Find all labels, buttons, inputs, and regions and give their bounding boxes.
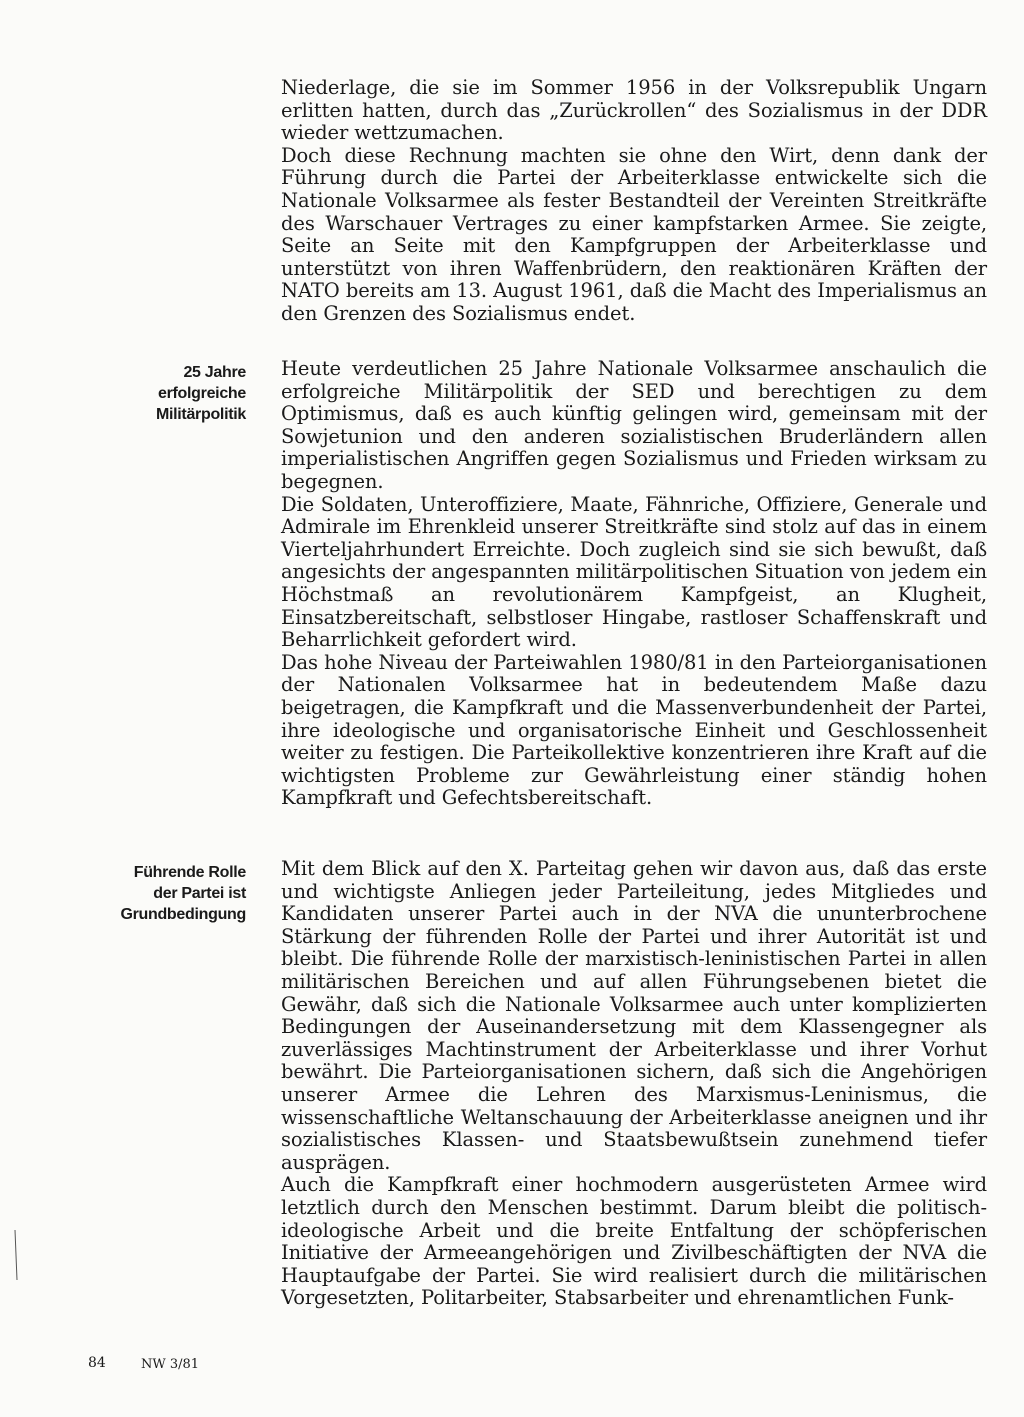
paragraph: Mit dem Blick auf den X. Parteitag gehen wir davon aus, daß das erste und wichtigste Anliegen jeder Parteileitung, jedes Mitgliedes und Kandidaten unserer Partei auch in der NVA die ununterbrochene Stärkung der führenden Rolle der Partei und ihrer Autorität ist und bleibt. Die führende Rolle der marxistisch-leninistischen Partei in allen militärischen Bereichen und auf allen Führungsebenen bietet die Gewähr, daß sich die Nationale Volksarmee auch unter komplizierten Bedingungen der Auseinandersetzung mit dem Klassengegner als zuverlässiges Machtinstrument der Arbeiterklasse und ihrer Vorhut bewährt. Die Parteiorganisationen sichern, daß sich die Angehörigen unserer Armee die Lehren des Marxismus-Leninismus, die wissenschaftliche Weltanschauung der Arbeiterklasse aneignen und ihr sozialistisches Klassen- und Staatsbewußtsein zunehmend tiefer ausprägen.	[281, 857, 987, 1174]
scan-artifact	[14, 1230, 18, 1280]
heading-line: Militärpolitik	[155, 406, 246, 423]
paragraph: Heute verdeutlichen 25 Jahre Nationale Volksarmee anschaulich die erfolgreiche Militärpolitik der SED und berechtigen zu dem Optimismus, daß es auch künftig gelingen wird, gemeinsam mit der Sowjetunion und den anderen sozialistischen Bruderländern allen imperialistischen Angriffen gegen Sozialismus und Frieden wirksam zu begegnen.	[281, 357, 987, 493]
section-fuehrende-rolle	[281, 858, 987, 1310]
section-militaerpolitik	[281, 358, 987, 810]
paragraph: Auch die Kampfkraft einer hochmodern ausgerüsteten Armee wird letztlich durch den Menschen bestimmt. Darum bleibt die politisch-ideologische Arbeit und die breite Entfaltung der schöpferischen Initiative der Armeeangehörigen und Zivilbeschäftigten der NVA die Hauptaufgabe der Partei. Sie wird realisiert durch die militärischen Vorgesetzten, Politarbeiter, Stabsarbeiter und ehrenamtlichen Funk-	[281, 1173, 987, 1310]
heading-line: der Partei ist	[153, 885, 246, 902]
heading-line: Grundbedingung	[120, 906, 246, 923]
section-intro	[281, 77, 987, 326]
paragraph: Das hohe Niveau der Parteiwahlen 1980/81 in den Parteiorganisationen der Nationalen Volksarmee hat in bedeutendem Maße dazu beigetragen, die Kampfkraft und die Massenverbundenheit der Partei, ihre ideologische und organisatorische Einheit und Geschlossenheit weiter zu festigen. Die Parteikollektive konzentrieren ihre Kraft auf die wichtigsten Probleme zur Gewährleistung einer ständig hohen Kampfkraft und Gefechtsbereitschaft.	[281, 650, 987, 810]
page-number: 84	[88, 1355, 106, 1371]
issue-label: NW 3/81	[141, 1357, 200, 1372]
margin-heading-fuehrende-rolle	[96, 862, 246, 925]
heading-line: 25 Jahre	[183, 364, 246, 381]
paragraph: Die Soldaten, Unteroffiziere, Maate, Fähnriche, Offiziere, Generale und Admirale im Ehrenkleid unserer Streitkräfte sind stolz auf das in einem Vierteljahrhundert Erreichte. Doch zugleich sind sie sich bewußt, daß angesichts der angespannten militärpolitischen Situation von jedem ein Höchstmaß an revolutionärem Kampfgeist, an Klugheit, Einsatzbereitschaft, selbstloser Hingabe, rastloser Schaffenskraft und Beharrlichkeit gefordert wird.	[281, 492, 987, 652]
heading-line: Führende Rolle	[133, 864, 246, 881]
heading-line: erfolgreiche	[158, 385, 246, 402]
paragraph: Niederlage, die sie im Sommer 1956 in der Volksrepublik Ungarn erlitten hatten, durch das „Zurückrollen“ des Sozialismus in der DDR wieder wettzumachen.	[281, 76, 987, 145]
margin-heading-militaerpolitik	[96, 362, 246, 425]
paragraph: Doch diese Rechnung machten sie ohne den Wirt, denn dank der Führung durch die Partei der Arbeiterklasse entwickelte sich die Nationale Volksarmee als fester Bestandteil der Vereinten Streitkräfte des Warschauer Vertrages zu einer kampfstarken Armee. Sie zeigte, Seite an Seite mit den Kampfgruppen der Arbeiterklasse und unterstützt von ihren Waffenbrüdern, den reaktionären Kräften der NATO bereits am 13. August 1961, daß die Macht des Imperialismus an den Grenzen des Sozialismus endet.	[281, 143, 987, 325]
